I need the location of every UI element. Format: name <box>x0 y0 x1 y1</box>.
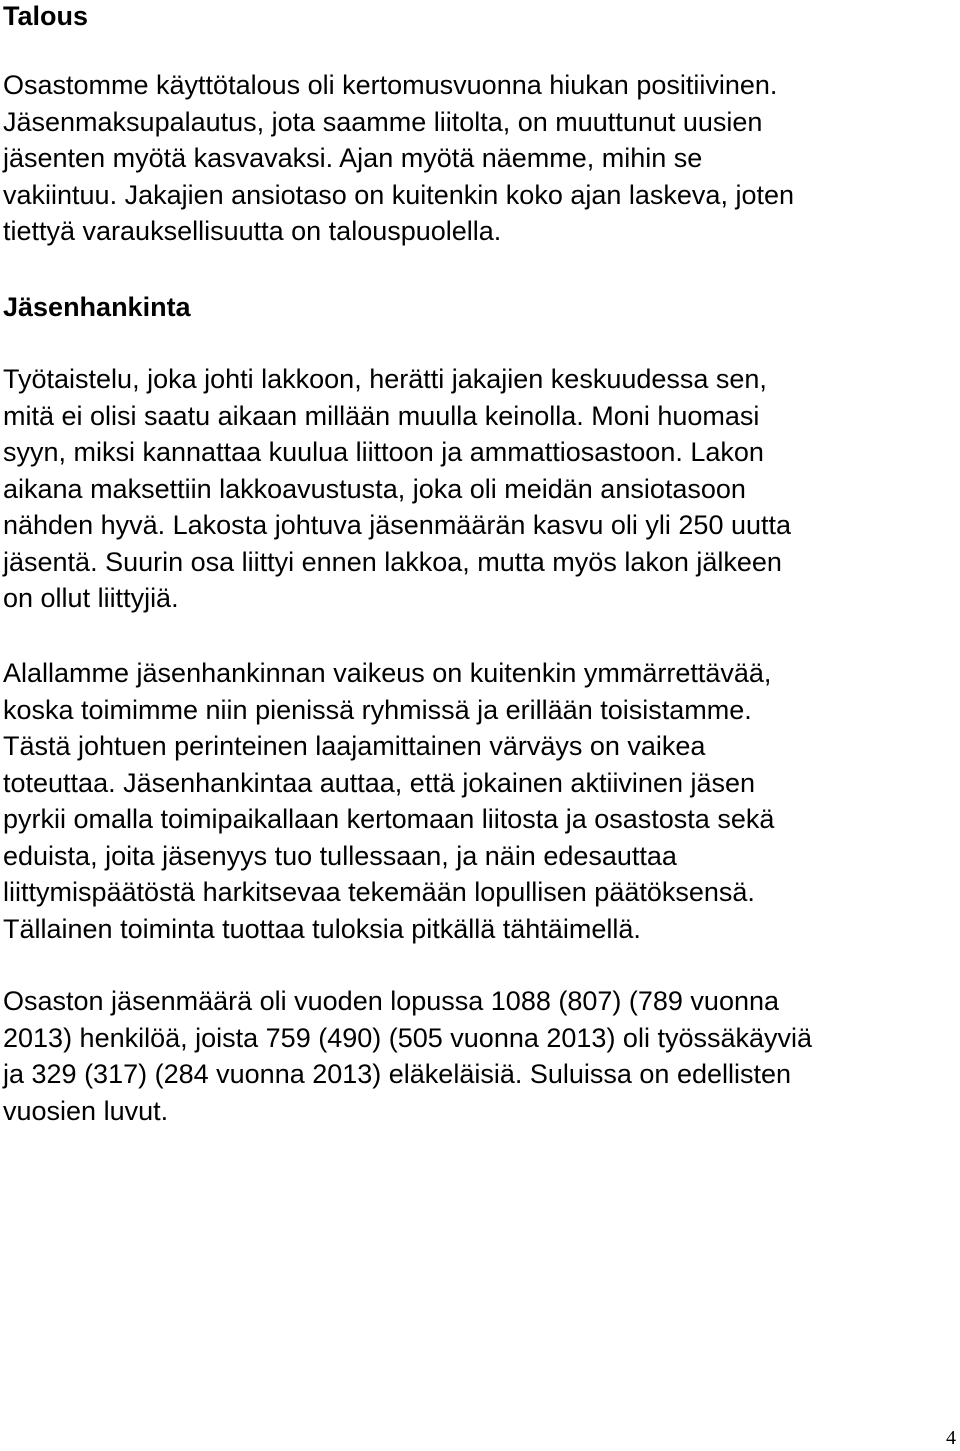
paragraph-jasenhankinta-3 <box>3 983 812 1129</box>
paragraph-line: Jäsenmaksupalautus, jota saamme liitolta, on muuttunut uusien <box>3 106 763 137</box>
paragraph-line: vakiintuu. Jakajien ansiotaso on kuitenkin koko ajan laskeva, joten <box>3 179 794 210</box>
paragraph-talous <box>3 67 794 250</box>
paragraph-line: ja 329 (317) (284 vuonna 2013) eläkeläisiä. Suluissa on edellisten <box>3 1059 792 1089</box>
paragraph-line: Tällainen toiminta tuottaa tuloksia pitkällä tähtäimellä. <box>3 913 641 944</box>
paragraph-line: Työtaistelu, joka johti lakkoon, herätti jakajien keskuudessa sen, <box>3 364 767 394</box>
paragraph-line: Tästä johtuen perinteinen laajamittainen värväys on vaikea <box>3 731 706 761</box>
paragraph-line: liittymispäätöstä harkitsevaa tekemään lopullisen päätöksensä. <box>3 877 755 907</box>
paragraph-jasenhankinta-1 <box>3 361 791 617</box>
paragraph-line: 2013) henkilöä, joista 759 (490) (505 vuonna 2013) oli työssäkäyviä <box>3 1022 813 1053</box>
paragraph-line: koska toimimme niin pienissä ryhmissä ja erillään toisistamme. <box>3 694 752 725</box>
paragraph-line: Osaston jäsenmäärä oli vuoden lopussa 1088 (807) (789 vuonna <box>3 986 780 1016</box>
paragraph-line: on ollut liittyjiä. <box>3 583 179 613</box>
paragraph-jasenhankinta-2 <box>3 655 774 947</box>
paragraph-line: toteuttaa. Jäsenhankintaa auttaa, että jokainen aktiivinen jäsen <box>3 767 756 798</box>
paragraph-line: aikana maksettiin lakkoavustusta, joka oli meidän ansiotasoon <box>3 473 746 504</box>
paragraph-line: eduista, joita jäsenyys tuo tullessaan, ja näin edesauttaa <box>3 840 677 871</box>
page-number: 4 <box>946 1427 956 1449</box>
paragraph-line: Alallamme jäsenhankinnan vaikeus on kuitenkin ymmärrettävää, <box>3 658 772 688</box>
paragraph-line: jäsenten myötä kasvavaksi. Ajan myötä näemme, mihin se <box>3 143 703 173</box>
heading-jasenhankinta: Jäsenhankinta <box>3 292 191 322</box>
paragraph-line: vuosien luvut. <box>3 1095 169 1126</box>
paragraph-line: tiettyä varauksellisuutta on talouspuolella. <box>3 216 502 246</box>
heading-talous: Talous <box>3 1 89 31</box>
paragraph-line: mitä ei olisi saatu aikaan millään muulla keinolla. Moni huomasi <box>3 400 760 431</box>
paragraph-line: Osastomme käyttötalous oli kertomusvuonna hiukan positiivinen. <box>3 70 778 100</box>
paragraph-line: pyrkii omalla toimipaikallaan kertomaan liitosta ja osastosta sekä <box>3 804 775 834</box>
paragraph-line: syyn, miksi kannattaa kuulua liittoon ja ammattiosastoon. Lakon <box>3 437 764 467</box>
paragraph-line: jäsentä. Suurin osa liittyi ennen lakkoa, mutta myös lakon jälkeen <box>3 546 782 577</box>
paragraph-line: nähden hyvä. Lakosta johtuva jäsenmäärän kasvu oli yli 250 uutta <box>3 510 792 540</box>
